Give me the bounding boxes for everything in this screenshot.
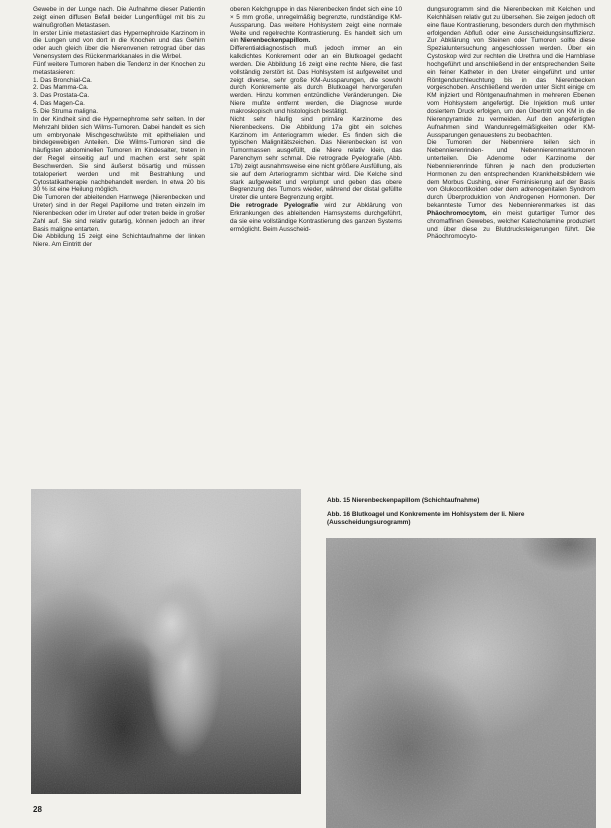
tumor-list bbox=[33, 77, 205, 116]
figure-caption-15: Abb. 15 Nierenbeckenpapillom (Schichtaufnahme) bbox=[327, 497, 480, 504]
paragraph: Fünf weitere Tumoren haben die Tendenz in der Knochen zu metastasieren: bbox=[33, 60, 205, 76]
list-item: 3. Das Prostata-Ca. bbox=[33, 92, 90, 100]
xray-image-fig15 bbox=[31, 489, 301, 794]
bold-term: Nierenbeckenpapillom. bbox=[240, 37, 311, 45]
paragraph-text: Die Tumoren der Nebenniere teilen sich in Nebennierenrinden- und Nebennierenmarktumoren unterteilen. Die Adenome oder Karzinome der Nebennierenrinde führen je nach den produzierten Hormonen zu den entsprechenden Krankheitsbildern wie dem Morbus Cushing, einer Feminisierung auf der Basis von Glukocortikoiden oder dem adrenogenitalen Syndrom durch Überproduktion von Androgenen Hormonen. Der bekannteste Tumor des Nebennierenmarkes ist das bbox=[427, 139, 595, 210]
paragraph: dungsurogramm sind die Nierenbecken mit Kelchen und Kelchhälsen relativ gut zu übersehen. Sie zeigen jedoch oft eine flaue Kontrastierung, besonders durch den rhythmisch erfolgenden Abfluß oder eine Ausscheidungsinsuffizienz. Zur Abklärung von Steinen oder Tumoren sollte diese Spezialuntersuchung angeschlossen werden. Über ein Cystoskop wird zur rechten die Urethra und die Harnblase hochgeführt und anschließend in der entsprechenden Seite ein feiner Katheter in den Ureter eingeführt und unter Röntgendurchleuchtung bis in das Nierenbecken vorgeschoben. Anschließend werden unter Sicht einige cm KM injiziert und Röntgenaufnahmen in mehreren Ebenen vom Hohlsystem angefertigt. Die Injektion muß unter dosiertem Druck erfolgen, um den Übertritt von KM in die Nierenpyramide zu vermeiden. Auf den angefertigten Aufnahmen sind Wandunregelmäßigkeiten oder KM-Aussparungen genauestens zu beobachten. bbox=[427, 6, 595, 139]
paragraph: Nicht sehr häufig sind primäre Karzinome des Nierenbeckens. Die Abbildung 17a gibt ein solches Karzinom im Anteriogramm wieder. Es finden sich die typischen Malignitätszeichen. Das Nierenbecken ist von Tumormassen ausgefüllt, die Niere relativ klein, das Parenchym sehr schmal. Die retrograde Pyelografie (Abb. 17b) zeigt ausnahmsweise eine nicht größere Ausfüllung, als sie auf dem Arteriogramm sichtbar wird. Die Kelche sind stark aufgeweitet und verplumpt und geben das obere Begrenzung des Tumors wieder, während der distal gefüllte Ureter die untere Begrenzung ergibt. bbox=[230, 115, 402, 202]
text-column-1 bbox=[33, 6, 205, 490]
paragraph-text: oberen Kelchgruppe in das Nierenbecken findet sich eine 10 × 5 mm große, unregelmäßig begrenzte, rundständige KM-Aussparung. Das weitere Hohlsystem zeigt eine normale Weite und regelrechte Kontrastierung. Es handelt sich um ein bbox=[230, 6, 402, 45]
bold-term: Phäochromocytom, bbox=[427, 209, 487, 217]
image-grain bbox=[326, 538, 596, 828]
list-item: 5. Die Struma maligna. bbox=[33, 107, 98, 115]
paragraph: Differentialdiagnostisch muß jedoch immer an ein kalkdichtes Konkrement oder an ein Blutkoagel gedacht werden. Die Abbildung 16 zeigt eine rechte Niere, die fast vollständig zerstört ist. Das Hohlsystem ist aufgeweitet und zeigt diverse, sehr große KM-Aussparungen, die sowohl durch Konkremente als durch Blutkoagel hervorgerufen werden. Hinzu kommen entzündliche Veränderungen. Die Niere mußte entfernt werden, die Diagnose wurde makroskopisch und histologisch bestätigt. bbox=[230, 45, 402, 115]
paragraph: Die Abbildung 15 zeigt eine Schichtaufnahme der linken Niere. Am Eintritt der bbox=[33, 233, 205, 249]
paragraph: In erster Linie metastasiert das Hypernephroide Karzinom in die Lungen und von dort in die Knochen und das Gehirn oder auch gleich über die Nierenvenen retrograd über das Venensystem des Rückenmarkkanales in die Wirbel. bbox=[33, 29, 205, 61]
text-column-2 bbox=[230, 6, 402, 496]
image-grain bbox=[31, 489, 301, 794]
paragraph: In der Kindheit sind die Hypernephrome sehr selten. In der Mehrzahl bilden sich Wilms-Tumoren. Dabei handelt es sich um embryonale Mischgeschwülste mit epithelialen und bindegewebigen Anteilen. Die Wilms-Tumoren sind die häufigsten abdominellen Tumoren im Kindesalter, treten in der Regel einseitig auf und machen erst sehr spät Beschwerden. Sie sind äußerst bösartig und müssen totaloperiert werden und mit Bestrahlung und Cytostatikatherapie nachbehandelt werden. In etwa 20 bis 30 % ist eine Heilung möglich. bbox=[33, 115, 205, 194]
paragraph bbox=[427, 139, 595, 241]
bold-term: Die retrograde Pyelografie bbox=[230, 202, 319, 210]
list-item: 2. Das Mamma-Ca. bbox=[33, 84, 89, 92]
figure-caption-16: Abb. 16 Blutkoagel und Konkremente im Hohlsystem der li. Niere (Ausscheidungsurogramm) bbox=[327, 511, 525, 526]
list-item: 4. Das Magen-Ca. bbox=[33, 100, 85, 108]
paragraph bbox=[230, 202, 402, 233]
text-column-3 bbox=[427, 6, 595, 492]
paragraph-text: ein meist gutartiger Tumor des chromaffinen Gewebes, welcher Katecholamine produziert und über diese zu Blutdrucksteigerungen führt. Die Phäochromocyto- bbox=[427, 209, 595, 241]
list-item: 1. Das Bronchial-Ca. bbox=[33, 76, 92, 84]
paragraph-text: wird zur Abklärung von Erkrankungen des ableitenden Harnsystems durchgeführt, da sie eine vollständige Kontrastierung des ganzen Systems ermöglicht. Beim Ausscheid- bbox=[230, 202, 402, 233]
page-number: 28 bbox=[33, 805, 42, 814]
xray-image-fig16 bbox=[326, 538, 596, 828]
paragraph: Gewebe in der Lunge nach. Die Aufnahme dieser Patientin zeigt einen diffusen Befall beider Lungenflügel mit bis zu walnußgroßen Metastasen. bbox=[33, 6, 205, 29]
paragraph bbox=[230, 6, 402, 45]
paragraph: Die Tumoren der ableitenden Harnwege (Nierenbecken und Ureter) sind in der Regel Papillome und treten einzeln im Nierenbecken oder im Ureter auf oder treten beide in großer Zahl auf. Sie sind relativ gutartig, können jedoch an ihrer Basis maligne entarten. bbox=[33, 194, 205, 233]
